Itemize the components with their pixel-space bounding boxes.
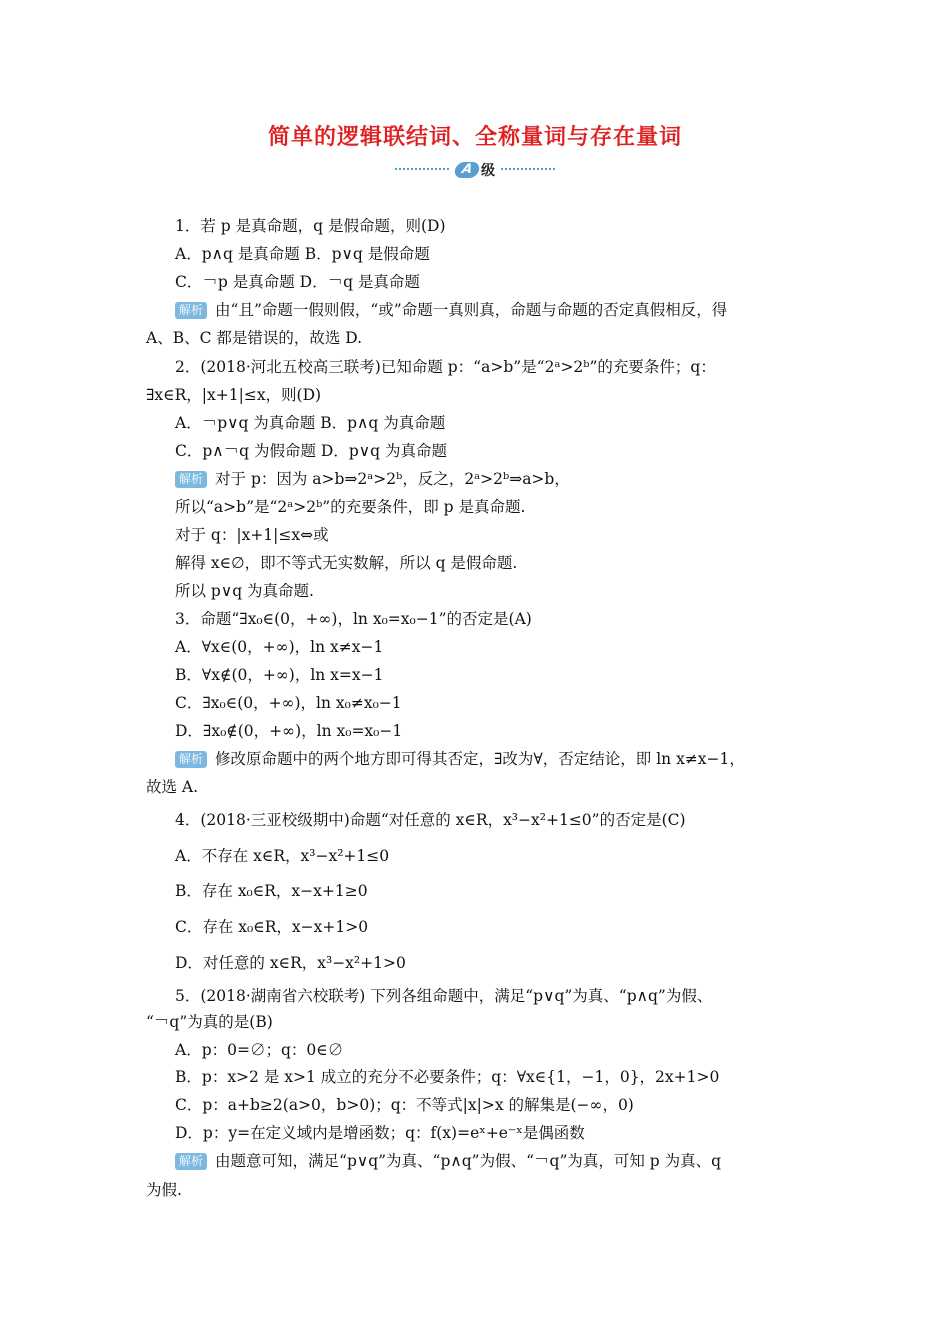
- q3-option-d: D．∃x₀∉(0，+∞)，ln x₀=x₀−1: [175, 722, 403, 740]
- analysis-tag: 解析: [175, 751, 207, 768]
- q1-options-cd: C．￢p 是真命题 D．￢q 是真命题: [175, 273, 420, 291]
- q4-option-c: C．存在 x₀∈R，x−x+1>0: [175, 918, 369, 936]
- analysis-tag: 解析: [175, 1153, 207, 1170]
- q3-option-c: C．∃x₀∈(0，+∞)，ln x₀≠x₀−1: [175, 694, 402, 712]
- q1-analysis-line-1: [175, 300, 843, 320]
- page-title: 简单的逻辑联结词、全称量词与存在量词: [267, 125, 682, 150]
- level-letter: A: [453, 162, 480, 178]
- q1-analysis-text: 由“且”命题一假则假，“或”命题一真则真，命题与命题的否定真假相反，得: [215, 301, 728, 319]
- q2-options-ab: A．￢p∨q 为真命题 B．p∧q 为真命题: [175, 414, 446, 432]
- q5-analysis-line-2: 为假.: [146, 1181, 182, 1199]
- q2-options-cd: C．p∧￢q 为假命题 D．p∨q 为真命题: [175, 442, 447, 460]
- question-4-stem: 4．(2018·三亚校级期中)命题“对任意的 x∈R，x³−x²+1≤0”的否定是(C): [175, 811, 686, 829]
- q2-analysis-text: 对于 p：因为 a>b⇒2ᵃ>2ᵇ，反之，2ᵃ>2ᵇ⇒a>b，: [215, 470, 570, 488]
- q5-option-c: C．p：a+b≥2(a>0，b>0)；q：不等式|x|>x 的解集是(−∞，0): [175, 1096, 634, 1114]
- q4-option-d: D．对任意的 x∈R，x³−x²+1>0: [175, 954, 406, 972]
- q2-analysis-line-1: [175, 469, 843, 489]
- level-marker: [455, 160, 495, 180]
- divider-left: [395, 168, 449, 172]
- q5-analysis-line-1: [175, 1151, 843, 1171]
- q5-option-b: B．p：x>2 是 x>1 成立的充分不必要条件；q：∀x∈{1，−1，0}，2x+1>0: [175, 1068, 720, 1086]
- q3-option-a: A．∀x∈(0，+∞)，ln x≠x−1: [175, 638, 384, 656]
- q1-options-ab: A．p∧q 是真命题 B．p∨q 是假命题: [175, 245, 430, 263]
- q1-analysis-line-2: A、B、C 都是错误的，故选 D.: [146, 329, 363, 347]
- analysis-tag: 解析: [175, 302, 207, 319]
- q5-analysis-text: 由题意可知，满足“p∨q”为真、“p∧q”为假、“￢q”为真，可知 p 为真、q: [215, 1152, 722, 1170]
- q5-option-d: D．p：y=在定义域内是增函数；q：f(x)=eˣ+e⁻ˣ是偶函数: [175, 1124, 585, 1142]
- q3-analysis-line-1: [175, 749, 843, 769]
- q2-analysis-line-3: 对于 q：|x+1|≤x⇔或: [175, 526, 329, 544]
- q4-option-a: A．不存在 x∈R，x³−x²+1≤0: [175, 847, 390, 865]
- question-5-stem-cont: “￢q”为真的是(B): [146, 1013, 273, 1031]
- q5-option-a: A．p：0=∅；q：0∈∅: [175, 1041, 344, 1059]
- question-2-stem-cont: ∃x∈R，|x+1|≤x，则(D): [146, 386, 322, 404]
- q3-analysis-line-2: 故选 A.: [146, 778, 199, 796]
- level-badge: [0, 160, 950, 180]
- question-2-stem: 2．(2018·河北五校高三联考)已知命题 p：“a>b”是“2ᵃ>2ᵇ”的充要条件；q：: [175, 358, 716, 376]
- q2-analysis-line-5: 所以 p∨q 为真命题.: [175, 582, 314, 600]
- q3-analysis-text: 修改原命题中的两个地方即可得其否定，∃改为∀，否定结论，即 ln x≠x−1，: [215, 750, 745, 768]
- q2-analysis-line-4: 解得 x∈∅，即不等式无实数解，所以 q 是假命题.: [175, 554, 518, 572]
- q2-analysis-line-2: 所以“a>b”是“2ᵃ>2ᵇ”的充要条件，即 p 是真命题.: [175, 498, 526, 516]
- level-text: 级: [481, 163, 495, 179]
- analysis-tag: 解析: [175, 471, 207, 488]
- q4-option-b: B．存在 x₀∈R，x−x+1≥0: [175, 882, 368, 900]
- divider-right: [501, 168, 555, 172]
- question-3-stem: 3．命题“∃x₀∈(0，+∞)，ln x₀=x₀−1”的否定是(A): [175, 610, 532, 628]
- q3-option-b: B．∀x∉(0，+∞)，ln x=x−1: [175, 666, 384, 684]
- question-5-stem: 5．(2018·湖南省六校联考) 下列各组命题中，满足“p∨q”为真、“p∧q”为假、: [175, 987, 713, 1005]
- question-1-stem: 1．若 p 是真命题，q 是假命题，则(D): [175, 217, 446, 235]
